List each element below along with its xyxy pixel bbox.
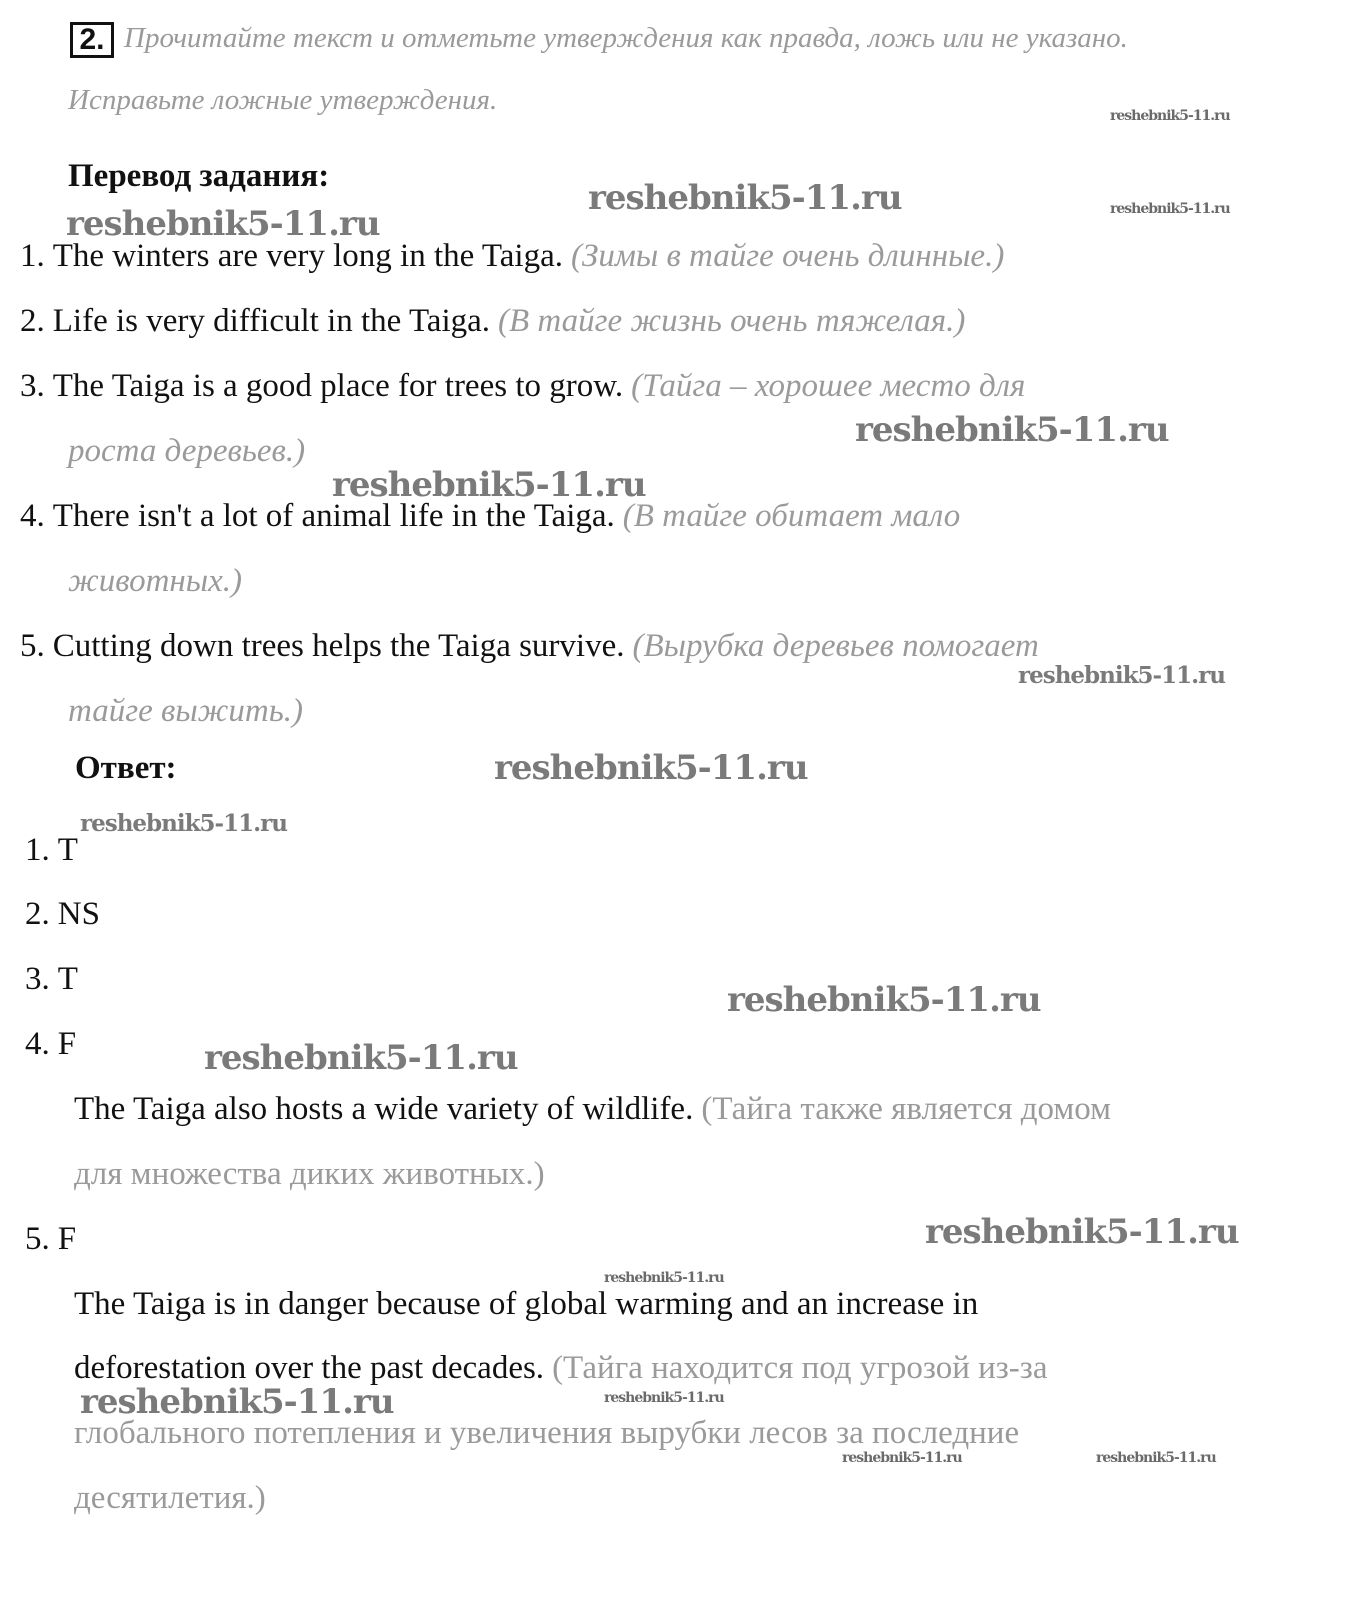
answer-5-correction-line1: The Taiga is in danger because of global warming and an increase in — [74, 1286, 979, 1322]
answer-1 — [25, 832, 78, 869]
correction-ru: (Тайга находится под угрозой из-за — [552, 1350, 1048, 1386]
watermark: reshebnik5-11.ru — [1018, 662, 1225, 689]
answer-number: 1. — [25, 832, 50, 868]
answer-4 — [25, 1026, 76, 1063]
statement-ru: (Вырубка деревьев помогает — [632, 628, 1039, 664]
statement-5-ru-cont: тайге выжить.) — [68, 693, 303, 729]
statement-number: 3. — [20, 368, 45, 404]
statement-ru: (В тайге жизнь очень тяжелая.) — [498, 303, 966, 339]
task-instruction-line2: Исправьте ложные утверждения. — [68, 84, 498, 116]
watermark: reshebnik5-11.ru — [1110, 201, 1230, 217]
answer-value: T — [57, 832, 78, 868]
watermark: reshebnik5-11.ru — [604, 1270, 724, 1286]
statement-en: The winters are very long in the Taiga. — [52, 238, 563, 274]
statement-en: Cutting down trees helps the Taiga survive. — [52, 628, 625, 664]
watermark: reshebnik5-11.ru — [80, 810, 287, 837]
statement-ru: (В тайге обитает мало — [622, 498, 961, 534]
statement-4-ru-cont: животных.) — [68, 563, 243, 599]
correction-en: The Taiga also hosts a wide variety of wildlife. — [74, 1091, 694, 1127]
answer-number: 3. — [25, 961, 50, 997]
watermark: reshebnik5-11.ru — [204, 1038, 518, 1078]
correction-en: deforestation over the past decades. — [74, 1350, 545, 1386]
answer-5-correction-ru-cont1: глобального потепления и увеличения вырубки лесов за последние — [74, 1415, 1020, 1451]
watermark: reshebnik5-11.ru — [842, 1450, 962, 1466]
statement-3 — [20, 368, 1025, 405]
correction-ru: (Тайга также является домом — [701, 1091, 1111, 1127]
answer-heading: Ответ: — [75, 750, 177, 786]
watermark: reshebnik5-11.ru — [1096, 1450, 1216, 1466]
answer-number: 2. — [25, 896, 50, 932]
statement-number: 5. — [20, 628, 45, 664]
watermark: reshebnik5-11.ru — [727, 980, 1041, 1020]
watermark: reshebnik5-11.ru — [1110, 108, 1230, 124]
watermark: reshebnik5-11.ru — [494, 748, 808, 788]
statement-en: Life is very difficult in the Taiga. — [52, 303, 491, 339]
answer-3 — [25, 961, 78, 998]
watermark: reshebnik5-11.ru — [80, 1382, 394, 1422]
watermark: reshebnik5-11.ru — [332, 465, 646, 505]
answer-value: F — [57, 1221, 77, 1257]
statement-ru: (Зимы в тайге очень длинные.) — [571, 238, 1005, 274]
statement-en: There isn't a lot of animal life in the Taiga. — [52, 498, 615, 534]
task-instruction-line1: Прочитайте текст и отметьте утверждения как правда, ложь или не указано. — [124, 22, 1128, 54]
watermark: reshebnik5-11.ru — [588, 178, 902, 218]
answer-4-correction — [74, 1091, 1111, 1128]
statement-3-ru-cont: роста деревьев.) — [68, 433, 306, 469]
answer-value: NS — [57, 896, 100, 932]
watermark: reshebnik5-11.ru — [604, 1390, 724, 1406]
watermark: reshebnik5-11.ru — [66, 204, 380, 244]
translation-heading: Перевод задания: — [68, 158, 330, 194]
statement-en: The Taiga is a good place for trees to grow. — [52, 368, 624, 404]
answer-5-correction-ru-cont2: десятилетия.) — [74, 1480, 266, 1516]
statement-2 — [20, 303, 965, 340]
answer-number: 4. — [25, 1026, 50, 1062]
statement-5 — [20, 628, 1039, 665]
statement-number: 4. — [20, 498, 45, 534]
statement-ru: (Тайга – хорошее место для — [631, 368, 1026, 404]
answer-value: F — [57, 1026, 77, 1062]
watermark: reshebnik5-11.ru — [925, 1212, 1239, 1252]
statement-number: 2. — [20, 303, 45, 339]
answer-4-correction-ru-cont: для множества диких животных.) — [74, 1156, 545, 1192]
answer-number: 5. — [25, 1221, 50, 1257]
answer-value: T — [57, 961, 78, 997]
task-number-box: 2. — [70, 22, 114, 58]
answer-5 — [25, 1221, 76, 1258]
answer-2 — [25, 896, 100, 933]
watermark: reshebnik5-11.ru — [855, 410, 1169, 450]
statement-number: 1. — [20, 238, 45, 274]
